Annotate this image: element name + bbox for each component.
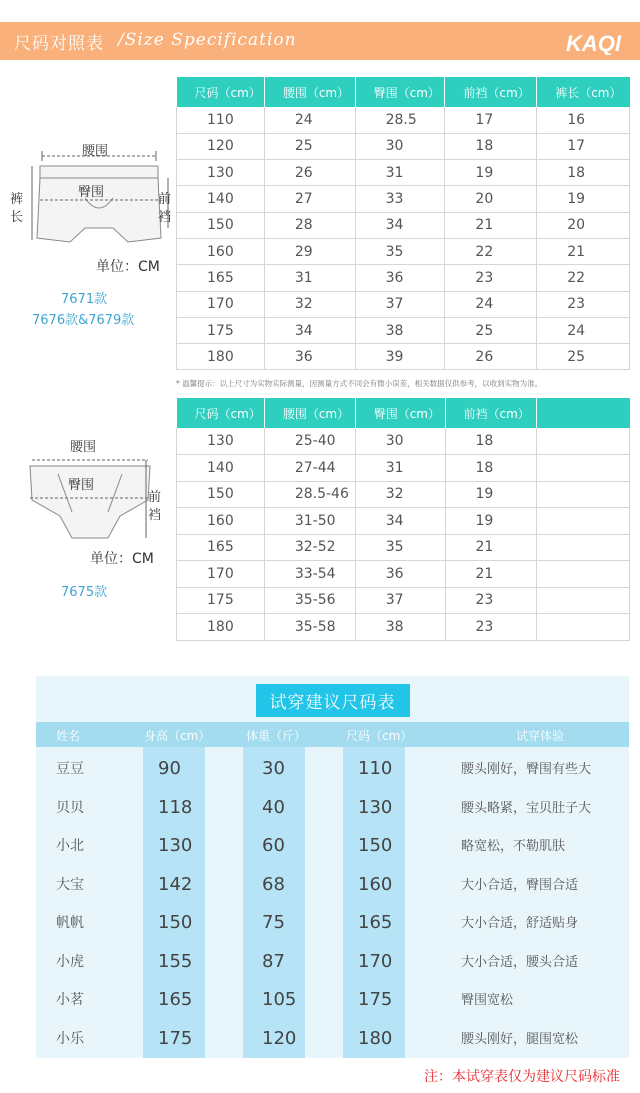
header-bar [0, 22, 640, 60]
table-cell: 17 [445, 107, 537, 133]
table-cell: 175 [177, 587, 265, 614]
table-row [177, 186, 630, 212]
table-cell [537, 428, 630, 455]
model-number: 7675款 [61, 585, 108, 600]
brand-logo [564, 27, 632, 55]
fit-experience: 略宽松，不勒肌肤 [461, 839, 566, 854]
table-cell: 32 [355, 481, 445, 508]
table-cell: 21 [445, 534, 537, 561]
table-cell: 31-50 [264, 508, 355, 535]
table-row [177, 587, 630, 614]
tryon-row [36, 902, 629, 940]
waist-label: 腰围 [70, 440, 97, 455]
tryon-row [36, 825, 629, 863]
table-cell: 18 [445, 455, 537, 482]
height-value: 90 [158, 758, 181, 779]
waist-label: 腰围 [82, 144, 109, 159]
table-cell: 120 [177, 133, 265, 159]
table-cell: 34 [355, 508, 445, 535]
table-cell: 25-40 [264, 428, 355, 455]
table-cell: 36 [355, 265, 445, 291]
table-row [177, 265, 630, 291]
table-row [177, 481, 630, 508]
size-value: 180 [358, 1027, 393, 1049]
table-cell: 35 [355, 238, 445, 264]
table-cell: 31 [355, 160, 445, 186]
table-cell: 20 [537, 212, 630, 238]
table-cell: 130 [177, 160, 265, 186]
table-cell: 28.5-46 [264, 481, 355, 508]
table-cell: 18 [537, 160, 630, 186]
table-cell: 21 [537, 238, 630, 264]
hip-label: 臀围 [78, 185, 105, 200]
column-header: 身高（cm） [144, 729, 211, 743]
table-cell: 24 [537, 317, 630, 343]
table-row [177, 107, 630, 133]
column-header: 尺码（cm） [346, 729, 413, 743]
column-header: 腰围（cm） [264, 77, 355, 107]
tester-name: 帆帆 [56, 915, 84, 931]
fit-experience: 大小合适，舒适贴身 [461, 916, 579, 931]
table-cell: 180 [177, 344, 265, 370]
tryon-footnote: 注：本试穿表仅为建议尺码标准 [424, 1069, 620, 1085]
table-cell [537, 481, 630, 508]
tester-name: 小茗 [56, 992, 84, 1008]
table-cell: 19 [445, 508, 537, 535]
column-header: 臀围（cm） [355, 77, 445, 107]
table-row [177, 133, 630, 159]
model-number: 7671款 [61, 292, 108, 307]
tester-name: 大宝 [56, 876, 84, 893]
table-cell: 27 [264, 186, 355, 212]
table-cell: 140 [177, 455, 265, 482]
size-value: 110 [358, 758, 393, 779]
weight-value: 68 [262, 873, 285, 895]
table-header-row [177, 77, 630, 107]
table-cell: 18 [445, 428, 537, 455]
table-cell: 22 [445, 238, 537, 264]
table-row [177, 291, 630, 317]
tryon-row [36, 1018, 629, 1056]
table-cell: 25 [537, 344, 630, 370]
table-row [177, 428, 630, 455]
table-row [177, 212, 630, 238]
height-value: 175 [158, 1027, 193, 1049]
size-value: 160 [358, 873, 393, 895]
table-cell: 19 [445, 481, 537, 508]
table-cell: 160 [177, 508, 265, 535]
table-cell: 23 [445, 614, 537, 641]
table-cell: 180 [177, 614, 265, 641]
table-cell: 21 [445, 561, 537, 588]
table-header-row [177, 398, 630, 428]
column-header: 尺码（cm） [177, 398, 265, 428]
table-cell: 31 [264, 265, 355, 291]
table-row [177, 455, 630, 482]
weight-value: 40 [262, 796, 285, 818]
rise-label-2: 裆 [158, 210, 172, 225]
table-cell: 23 [537, 291, 630, 317]
column-header: 裤长（cm） [537, 77, 630, 107]
table-cell: 39 [355, 344, 445, 370]
fit-experience: 腰头刚好，腿围宽松 [461, 1031, 579, 1047]
weight-value: 30 [262, 758, 285, 779]
table-row [177, 344, 630, 370]
table-cell: 28 [264, 212, 355, 238]
height-value: 118 [158, 796, 193, 818]
table-cell [537, 508, 630, 535]
table-cell: 165 [177, 534, 265, 561]
fit-experience: 大小合适，腰头合适 [461, 954, 579, 970]
table-cell: 160 [177, 238, 265, 264]
table-cell: 35 [355, 534, 445, 561]
table-cell: 24 [445, 291, 537, 317]
fit-experience: 臀围宽松 [461, 993, 514, 1008]
column-header: 尺码（cm） [177, 77, 265, 107]
size-value: 175 [358, 989, 393, 1010]
table-cell: 30 [355, 133, 445, 159]
tester-name: 豆豆 [56, 761, 84, 777]
tester-name: 小北 [56, 838, 84, 854]
tryon-size-table [36, 676, 629, 1058]
length-label-1: 裤 [10, 192, 24, 207]
fit-experience: 大小合适，臀围合适 [461, 877, 579, 893]
size-value: 150 [358, 835, 393, 856]
column-header: 体重（斤） [246, 729, 307, 743]
table-cell: 130 [177, 428, 265, 455]
table-cell: 175 [177, 317, 265, 343]
height-value: 150 [158, 912, 193, 933]
column-header: 试穿体验 [516, 729, 565, 743]
table-cell: 140 [177, 186, 265, 212]
table-cell: 28.5 [355, 107, 445, 133]
table-cell [537, 534, 630, 561]
tryon-row [36, 941, 629, 979]
table-cell: 21 [445, 212, 537, 238]
table-cell: 38 [355, 317, 445, 343]
table-cell: 170 [177, 291, 265, 317]
table-cell: 19 [537, 186, 630, 212]
table-cell: 26 [445, 344, 537, 370]
table-cell: 27-44 [264, 455, 355, 482]
table-cell: 19 [445, 160, 537, 186]
table-row [177, 238, 630, 264]
height-value: 155 [158, 950, 193, 972]
table-cell [537, 587, 630, 614]
table-cell: 37 [355, 587, 445, 614]
column-header [537, 398, 630, 428]
table-cell: 32-52 [264, 534, 355, 561]
table-cell: 18 [445, 133, 537, 159]
table-cell: 110 [177, 107, 265, 133]
column-header: 臀围（cm） [355, 398, 445, 428]
tryon-row [36, 864, 629, 902]
page-title: 尺码对照表 [14, 34, 104, 54]
height-value: 130 [158, 835, 193, 856]
size-value: 165 [358, 912, 393, 933]
brief-size-table [176, 398, 630, 641]
table-cell: 33 [355, 186, 445, 212]
table-cell [537, 561, 630, 588]
table-row [177, 317, 630, 343]
table-cell: 36 [264, 344, 355, 370]
weight-value: 120 [262, 1027, 297, 1049]
table-cell: 17 [537, 133, 630, 159]
model-number: 7676款&7679款 [32, 313, 135, 328]
table-cell: 22 [537, 265, 630, 291]
boxer-size-table [176, 77, 630, 370]
weight-value: 75 [262, 912, 285, 933]
table-cell: 150 [177, 212, 265, 238]
table-cell: 35-56 [264, 587, 355, 614]
tryon-header-row [36, 722, 629, 747]
table-row [177, 160, 630, 186]
page-subtitle: /Size Specification [118, 30, 297, 50]
table-row [177, 614, 630, 641]
column-header: 姓名 [56, 729, 81, 743]
height-value: 165 [158, 989, 193, 1010]
tester-name: 贝贝 [56, 799, 84, 816]
table-cell: 23 [445, 587, 537, 614]
table-cell: 24 [264, 107, 355, 133]
weight-value: 60 [262, 835, 285, 856]
column-header: 前裆（cm） [445, 398, 537, 428]
table-cell [537, 455, 630, 482]
height-value: 142 [158, 873, 193, 895]
svg-text:KAQI: KAQI [566, 31, 621, 55]
length-label-2: 长 [10, 210, 24, 225]
table-cell: 170 [177, 561, 265, 588]
table-cell: 25 [264, 133, 355, 159]
hip-label: 臀围 [68, 478, 95, 493]
tester-name: 小虎 [56, 953, 84, 970]
fit-experience: 腰头刚好，臀围有些大 [461, 762, 592, 777]
table-cell: 33-54 [264, 561, 355, 588]
tester-name: 小乐 [56, 1030, 84, 1047]
table-cell: 38 [355, 614, 445, 641]
table-cell: 37 [355, 291, 445, 317]
rise-label-1: 前 [148, 490, 162, 505]
table-cell: 34 [264, 317, 355, 343]
briefs-icon [18, 452, 168, 547]
unit-label: 单位：CM [96, 259, 160, 275]
table-cell: 31 [355, 455, 445, 482]
fit-experience: 腰头略紧，宝贝肚子大 [461, 800, 592, 816]
table-cell: 34 [355, 212, 445, 238]
table-cell: 29 [264, 238, 355, 264]
measurement-note: * 温馨提示：以上尺寸为实物实际测量，因测量方式不同会有微小误差，相关数据仅供参考，以收到实物为准。 [176, 379, 543, 388]
boxer-shorts-icon [18, 148, 178, 258]
tryon-row [36, 787, 629, 825]
table-cell: 23 [445, 265, 537, 291]
column-header: 腰围（cm） [264, 398, 355, 428]
size-value: 170 [358, 950, 393, 972]
table-cell: 35-58 [264, 614, 355, 641]
table-cell [537, 614, 630, 641]
table-cell: 30 [355, 428, 445, 455]
column-header: 前裆（cm） [445, 77, 537, 107]
table-cell: 36 [355, 561, 445, 588]
table-row [177, 534, 630, 561]
table-cell: 20 [445, 186, 537, 212]
table-cell: 16 [537, 107, 630, 133]
table-row [177, 508, 630, 535]
table-row [177, 561, 630, 588]
table-cell: 32 [264, 291, 355, 317]
rise-label-1: 前 [158, 192, 172, 207]
table-cell: 25 [445, 317, 537, 343]
tryon-title: 试穿建议尺码表 [36, 684, 629, 717]
table-cell: 165 [177, 265, 265, 291]
tryon-row [36, 979, 629, 1017]
weight-value: 105 [262, 989, 297, 1010]
rise-label-2: 裆 [148, 508, 162, 523]
weight-value: 87 [262, 950, 285, 972]
tryon-row [36, 748, 629, 786]
unit-label: 单位：CM [90, 551, 154, 567]
table-cell: 150 [177, 481, 265, 508]
table-cell: 26 [264, 160, 355, 186]
size-value: 130 [358, 796, 393, 818]
